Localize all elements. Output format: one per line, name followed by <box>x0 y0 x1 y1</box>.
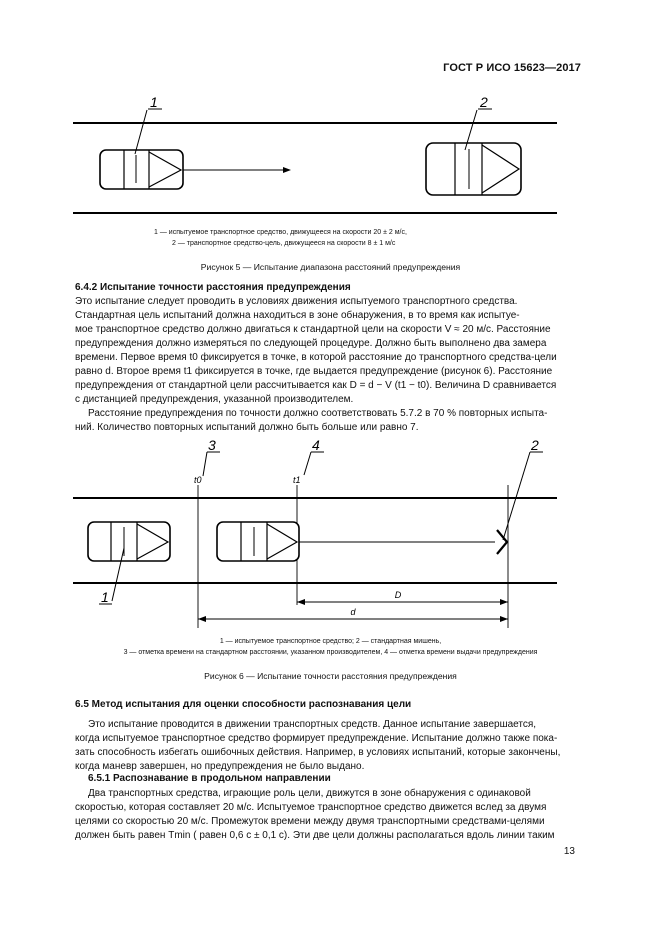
dimension-D-label: D <box>394 590 402 600</box>
callout-leader-4 <box>304 452 311 475</box>
section-651-line: скоростью, которая составляет 20 м/с. Испытуемое транспортное средство движется вслед за двумя <box>75 802 547 813</box>
figure-5-caption: Рисунок 5 — Испытание диапазона расстояний предупреждения <box>200 262 461 272</box>
figure-5-diagram <box>0 0 661 235</box>
section-65-line: Это испытание проводится в движении транспортных средств. Данное испытание завершается, <box>88 719 537 730</box>
section-642-line: Это испытание следует проводить в условиях движения испытуемого транспортного средства. <box>75 296 518 307</box>
standard-header: ГОСТ Р ИСО 15623—2017 <box>443 62 581 74</box>
section-651-line: должен быть равен Tmin ( равен 0,6 с ± 0,1 с). Эти две цели должны располагаться вдоль линии таким <box>75 830 555 841</box>
standard-target-icon <box>497 530 507 554</box>
t1-label: t1 <box>293 475 301 485</box>
section-642-line: мое транспортное средство должно двигаться к стандартной цели на скорости V ≈ 20 м/с. Расстояние <box>75 324 551 335</box>
figure-6-diagram <box>0 430 661 640</box>
section-642-line: равно d. Второе время t1 фиксируется в точке, где выдается предупреждение (рисунок 6). Расстояние <box>75 366 553 377</box>
section-651-line: целями со скоростью 20 м/с. Промежуток времени между двумя транспортными средствами-целями <box>75 816 545 827</box>
section-642-line: Расстояние предупреждения по точности должно соответствовать 5.7.2 в 70 % повторных испыта- <box>88 408 548 419</box>
section-65-line: когда маневр завершен, но предупреждения не было выдано. <box>75 761 365 772</box>
section-642-line: Стандартная цель испытаний должна находиться в зоне обнаружения, в то время как испытуе- <box>75 310 520 321</box>
section-642-line: ний. Количество повторных испытаний должно быть больше или равно 7. <box>75 422 419 433</box>
section-642-line: предупреждения должно измеряться по следующей процедуре. Должно быть выполнено два замера <box>75 338 547 349</box>
callout-2: 2 <box>531 437 539 453</box>
section-642-line: времени. Первое время t0 фиксируется в точке, в которой расстояние до транспортного средства-цели <box>75 352 557 363</box>
section-65-line: когда испытуемое транспортное средство формирует предупреждение. Испытание должно также пока- <box>75 733 558 744</box>
section-65-heading: 6.5 Метод испытания для оценки способности распознавания цели <box>75 699 412 710</box>
section-651-heading: 6.5.1 Распознавание в продольном направлении <box>88 773 331 784</box>
figure-6-caption: Рисунок 6 — Испытание точности расстояния предупреждения <box>204 671 457 681</box>
figure-6-legend-1: 1 — испытуемое транспортное средство; 2 — стандартная мишень, <box>219 638 442 645</box>
dimension-d-label: d <box>350 607 356 617</box>
test-vehicle-at-t0-icon <box>217 522 299 561</box>
section-651-line: Два транспортных средства, играющие роль цели, движутся в зоне обнаружения с одинаковой <box>88 788 531 799</box>
test-vehicle-icon <box>88 522 170 561</box>
callout-4: 4 <box>312 437 320 453</box>
section-65-line: зать способность избегать ошибочных действия. Например, в условиях испытаний, которые закончены, <box>75 747 561 758</box>
callout-leader-3 <box>203 452 207 476</box>
motion-arrow-head <box>283 167 291 173</box>
figure-5-legend-2: 2 — транспортное средство-цель, движущееся на скорости 8 ± 1 м/с <box>172 240 396 247</box>
callout-leader-2 <box>503 452 530 540</box>
callout-1: 1 <box>150 94 158 110</box>
figure-5-legend-1: 1 — испытуемое транспортное средство, движущееся на скорости 20 ± 2 м/с, <box>154 229 407 236</box>
page-number: 13 <box>563 846 575 857</box>
figure-6-legend-2: 3 — отметка времени на стандартном расстоянии, указанном производителем, 4 — отметка времени выдачи предупреждения <box>123 649 538 656</box>
section-642-line: с дистанцией предупреждения, указанной производителем. <box>75 394 354 405</box>
section-642-heading: 6.4.2 Испытание точности расстояния предупреждения <box>75 282 351 293</box>
t0-label: t0 <box>194 475 202 485</box>
test-vehicle-icon <box>100 150 183 189</box>
callout-3: 3 <box>208 437 216 453</box>
callout-leader-1 <box>135 110 147 154</box>
callout-2: 2 <box>480 94 488 110</box>
callout-1: 1 <box>101 589 109 605</box>
target-vehicle-icon <box>426 143 521 195</box>
section-642-line: предупреждения от стандартной цели рассчитывается как D = d − V (t1 − t0). Величина D сравнивается <box>75 380 557 391</box>
